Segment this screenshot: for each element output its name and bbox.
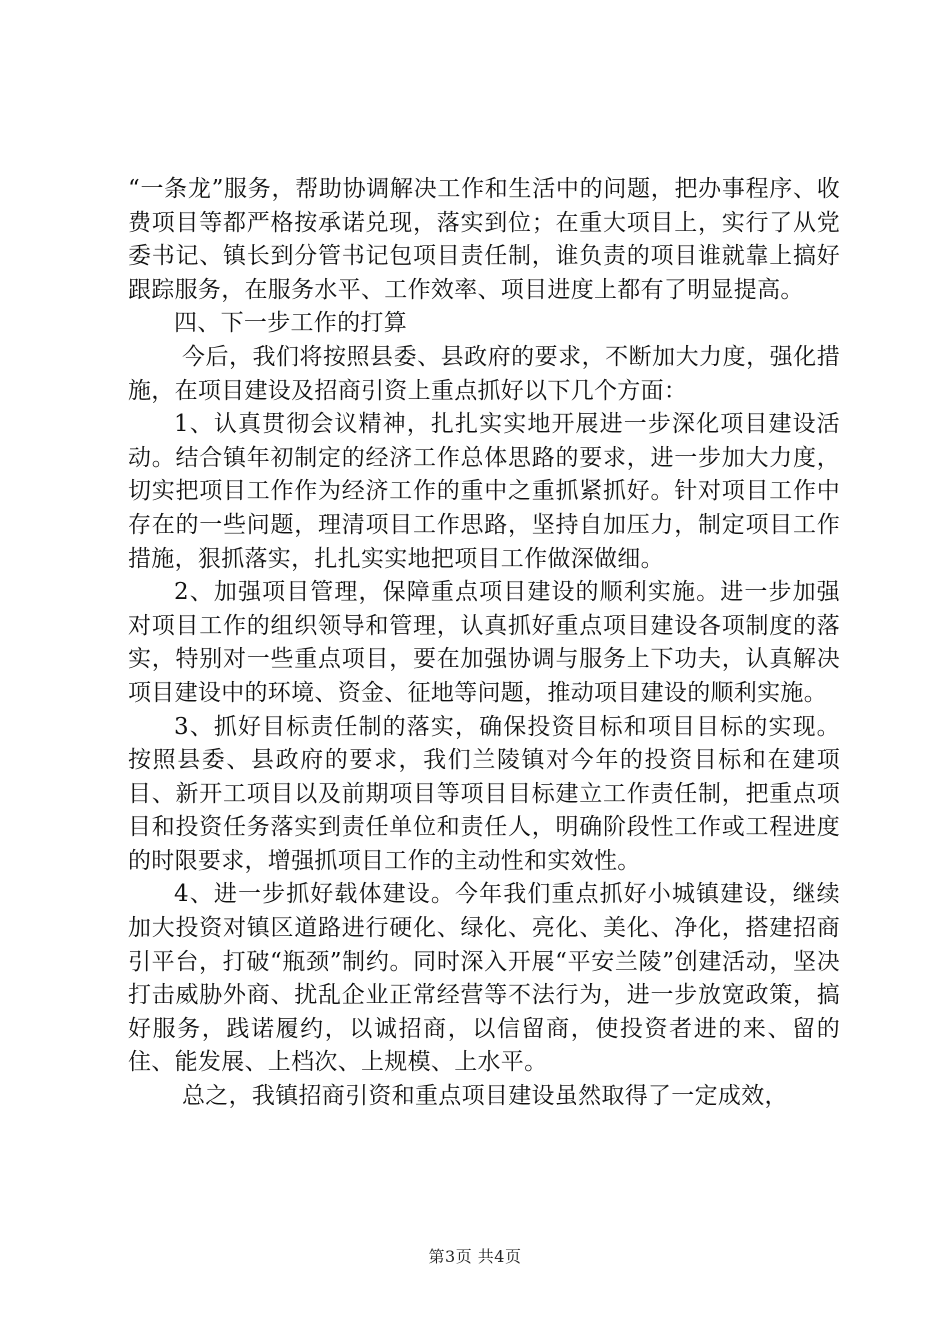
paragraph-intro-plans: 今后，我们将按照县委、县政府的要求，不断加大力度，强化措施，在项目建设及招商引资上重点抓好以下几个方面： — [128, 343, 840, 404]
page-number-footer: 第3页 共4页 — [428, 1247, 522, 1266]
paragraph-item-3: 3、抓好目标责任制的落实，确保投资目标和项目目标的实现。按照县委、县政府的要求，我们兰陵镇对今年的投资目标和在建项目、新开工项目以及前期项目等项目目标建立工作责任制，把重点项目和投资任务落实到责任单位和责任人，明确阶段性工作或工程进度的时限要求，增强抓项目工作的主动性和实效性。 — [128, 713, 840, 874]
paragraph-item-2: 2、加强项目管理，保障重点项目建设的顺利实施。进一步加强对项目工作的组织领导和管理，认真抓好重点项目建设各项制度的落实，特别对一些重点项目，要在加强协调与服务上下功夫，认真解决项目建设中的环境、资金、征地等问题，推动项目建设的顺利实施。 — [128, 579, 840, 706]
section-heading-next-steps: 四、下一步工作的打算 — [174, 310, 407, 337]
document-body — [128, 173, 840, 1114]
paragraph-item-1: 1、认真贯彻会议精神，扎扎实实地开展进一步深化项目建设活动。结合镇年初制定的经济工作总体思路的要求，进一步加大力度，切实把项目工作作为经济工作的重中之重抓紧抓好。针对项目工作中存在的一些问题，理清项目工作思路，坚持自加压力，制定项目工作措施，狠抓落实，扎扎实实地把项目工作做深做细。 — [128, 411, 840, 572]
paragraph-item-4: 4、进一步抓好载体建设。今年我们重点抓好小城镇建设，继续加大投资对镇区道路进行硬化、绿化、亮化、美化、净化，搭建招商引平台，打破“瓶颈”制约。同时深入开展“平安兰陵”创建活动，坚决打击威胁外商、扰乱企业正常经营等不法行为，进一步放宽政策，搞好服务，践诺履约，以诚招商，以信留商，使投资者进的来、留的住、能发展、上档次、上规模、上水平。 — [128, 881, 840, 1076]
paragraph-service-continuation: “一条龙”服务，帮助协调解决工作和生活中的问题，把办事程序、收费项目等都严格按承诺兑现，落实到位；在重大项目上，实行了从党委书记、镇长到分管书记包项目责任制，谁负责的项目谁就靠上搞好跟踪服务，在服务水平、工作效率、项目进度上都有了明显提高。 — [128, 176, 840, 303]
paragraph-conclusion: 总之，我镇招商引资和重点项目建设虽然取得了一定成效， — [182, 1083, 788, 1110]
